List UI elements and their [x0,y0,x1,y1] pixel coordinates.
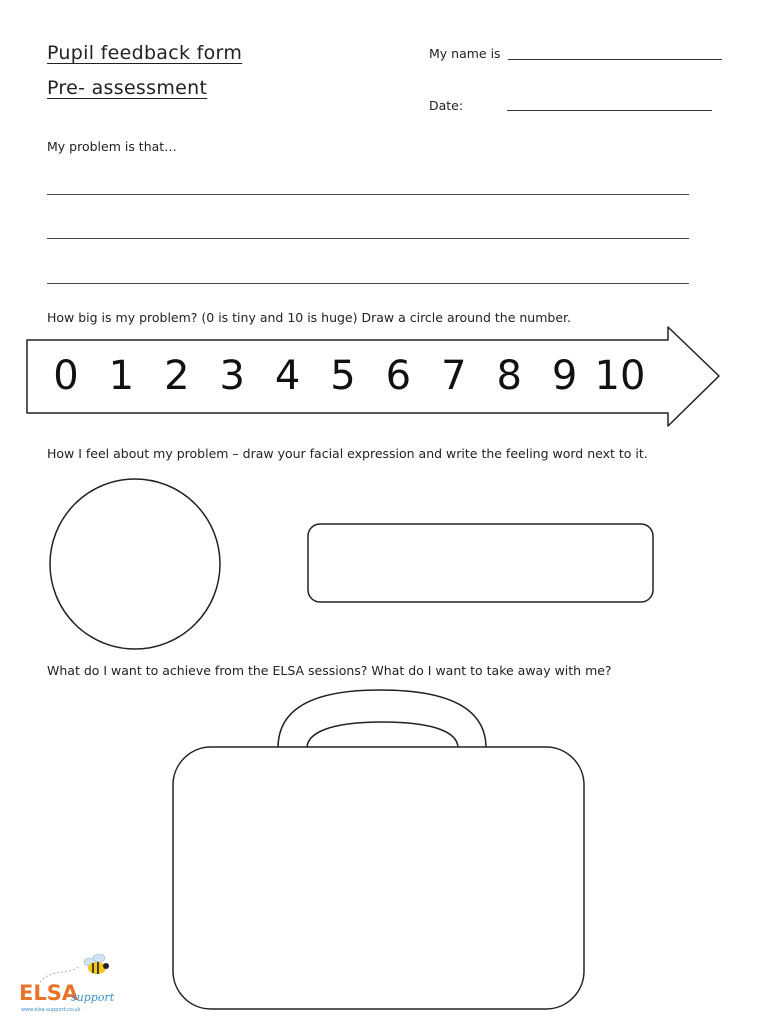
date-label: Date: [429,98,464,113]
logo-url: www.elsa-support.co.uk [21,1007,81,1013]
form-title: Pupil feedback form [47,42,243,64]
face-drawing-circle[interactable] [50,479,220,649]
goals-prompt: What do I want to achieve from the ELSA sessions? What do I want to take away with me? [47,663,612,678]
suitcase-drawing-area[interactable] [173,747,584,1009]
scale-number-2[interactable]: 2 [164,353,190,399]
scale-number-5[interactable]: 5 [330,353,356,399]
scale-number-1[interactable]: 1 [108,353,135,399]
scale-number-7[interactable]: 7 [441,353,467,399]
scale-number-8[interactable]: 8 [496,353,522,399]
bee-icon [40,954,109,982]
scale-number-9[interactable]: 9 [551,353,578,399]
name-label: My name is [429,46,501,61]
scale-number-4[interactable]: 4 [274,353,301,399]
problem-prompt: My problem is that… [47,139,177,154]
logo-brand: ELSA [19,981,79,1005]
feeling-word-box[interactable] [308,524,653,602]
suitcase-handle-inner [307,722,458,748]
scale-number-3[interactable]: 3 [219,353,245,399]
scale-number-0[interactable]: 0 [53,353,79,399]
form-subtitle: Pre- assessment [47,77,208,99]
scale-number-6[interactable]: 6 [385,353,412,399]
scale-number-10[interactable]: 10 [594,353,646,399]
feelings-prompt: How I feel about my problem – draw your facial expression and write the feeling word next to it. [47,446,648,461]
scale-prompt: How big is my problem? (0 is tiny and 10 is huge) Draw a circle around the number. [47,310,571,325]
logo-tag: support [71,991,115,1004]
